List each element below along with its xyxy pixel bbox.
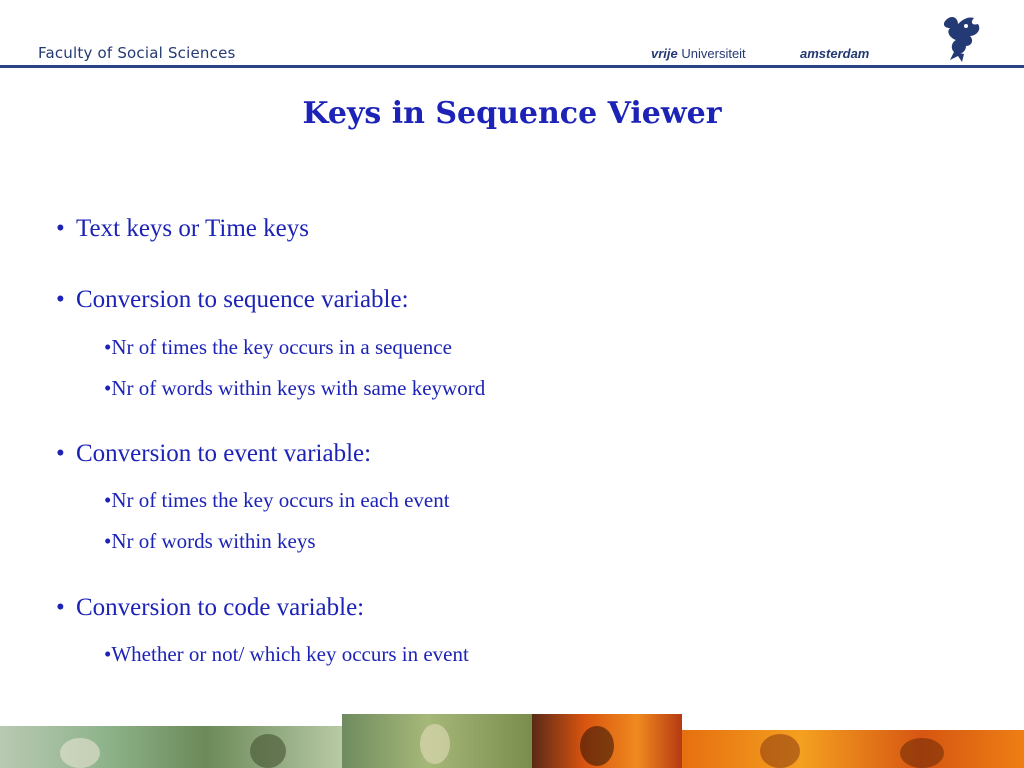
bullet-dot: • <box>56 594 65 621</box>
bullet-text: Conversion to code variable: <box>76 594 365 621</box>
amsterdam-text: amsterdam <box>800 46 870 61</box>
header-rule <box>0 65 1024 68</box>
photo-detail <box>250 734 286 768</box>
bullet-text: Conversion to event variable: <box>76 440 372 467</box>
sub-bullet: •Nr of words within keys <box>104 529 316 553</box>
footer-photo-strip <box>0 714 1024 768</box>
bullet-item <box>56 594 364 622</box>
universiteit-text: Universiteit <box>681 46 746 61</box>
sub-bullet: •Nr of times the key occurs in each event <box>104 488 450 512</box>
bullet-text: Text keys or Time keys <box>76 215 309 242</box>
photo-detail <box>420 724 450 764</box>
photo-segment-orange <box>682 730 1024 768</box>
bullet-dot: • <box>56 440 65 467</box>
photo-detail <box>60 738 100 768</box>
university-wordmark <box>651 46 746 61</box>
slide-title: Keys in Sequence Viewer <box>302 96 722 131</box>
bullet-dot: • <box>56 286 65 313</box>
griffin-logo-icon <box>936 12 990 64</box>
sub-bullet: •Whether or not/ which key occurs in event <box>104 642 469 666</box>
slide-header <box>0 0 1024 70</box>
bullet-dot: • <box>56 215 65 242</box>
photo-detail <box>580 726 614 766</box>
photo-detail <box>900 738 944 768</box>
sub-bullet: •Nr of times the key occurs in a sequence <box>104 335 452 359</box>
bullet-item <box>56 215 309 243</box>
vrije-text: vrije <box>651 46 678 61</box>
photo-segment-left <box>0 726 342 768</box>
sub-bullet: •Nr of words within keys with same keyword <box>104 376 486 400</box>
faculty-name: Faculty of Social Sciences <box>38 44 236 62</box>
bullet-text: Conversion to sequence variable: <box>76 286 409 313</box>
photo-detail <box>760 734 800 768</box>
bullet-item <box>56 286 409 314</box>
bullet-item <box>56 440 371 468</box>
